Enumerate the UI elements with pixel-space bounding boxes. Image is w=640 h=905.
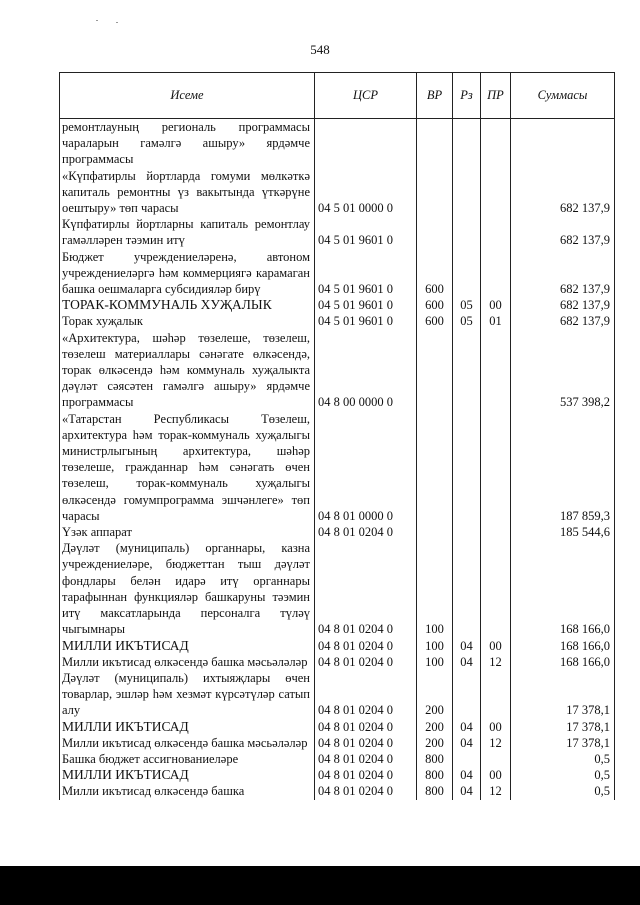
cell-pr bbox=[481, 119, 511, 168]
cell-name: МИЛЛИ ИКЪТИСАД bbox=[60, 638, 315, 654]
scan-speck bbox=[96, 20, 98, 21]
cell-rz: 05 bbox=[453, 297, 481, 313]
cell-csr: 04 5 01 9601 0 bbox=[315, 249, 417, 298]
table-row bbox=[60, 751, 615, 767]
table-row bbox=[60, 313, 615, 329]
cell-name: Күпфатирлы йортларны капиталь ремонтлау гамәлләрен тәэмин итү bbox=[60, 216, 315, 248]
cell-amount: 168 166,0 bbox=[511, 638, 615, 654]
cell-pr bbox=[481, 330, 511, 411]
cell-rz bbox=[453, 119, 481, 168]
table-row bbox=[60, 719, 615, 735]
cell-name: Бюджет учреждениеләренә, автоном учреждениеләргә һәм коммерциягә карамаган башка оешмаларга субсидияләр бирү bbox=[60, 249, 315, 298]
cell-amount bbox=[511, 119, 615, 168]
cell-rz bbox=[453, 249, 481, 298]
cell-amount: 682 137,9 bbox=[511, 249, 615, 298]
cell-vr: 200 bbox=[417, 735, 453, 751]
table-body bbox=[60, 119, 615, 800]
cell-csr: 04 5 01 9601 0 bbox=[315, 216, 417, 248]
cell-csr: 04 8 01 0204 0 bbox=[315, 719, 417, 735]
cell-pr bbox=[481, 411, 511, 524]
cell-vr: 100 bbox=[417, 540, 453, 637]
cell-vr: 600 bbox=[417, 249, 453, 298]
table-row bbox=[60, 735, 615, 751]
cell-amount: 17 378,1 bbox=[511, 735, 615, 751]
cell-pr bbox=[481, 751, 511, 767]
cell-rz bbox=[453, 751, 481, 767]
cell-rz: 04 bbox=[453, 783, 481, 799]
cell-name: Дәүләт (муниципаль) органнары, казна учреждениеләре, бюджеттан тыш дәүләт фондлары белән идарә итү органнары тарафыннан функцияләр башкаруны тәэмин итү максатларында персоналга түләү чыгымнары bbox=[60, 540, 315, 637]
cell-name: МИЛЛИ ИКЪТИСАД bbox=[60, 719, 315, 735]
table-row bbox=[60, 330, 615, 411]
cell-pr: 01 bbox=[481, 313, 511, 329]
cell-rz bbox=[453, 411, 481, 524]
cell-csr: 04 8 01 0204 0 bbox=[315, 783, 417, 799]
cell-vr bbox=[417, 330, 453, 411]
cell-rz bbox=[453, 330, 481, 411]
cell-name: Милли икътисад өлкәсендә башка bbox=[60, 783, 315, 799]
cell-pr: 12 bbox=[481, 654, 511, 670]
header-name: Исеме bbox=[60, 73, 315, 119]
cell-vr: 600 bbox=[417, 313, 453, 329]
cell-rz bbox=[453, 670, 481, 719]
cell-csr: 04 8 01 0204 0 bbox=[315, 735, 417, 751]
cell-vr: 200 bbox=[417, 719, 453, 735]
header-rz: Рз bbox=[453, 73, 481, 119]
table-header bbox=[60, 73, 615, 119]
cell-csr: 04 8 00 0000 0 bbox=[315, 330, 417, 411]
table-row bbox=[60, 297, 615, 313]
cell-vr: 800 bbox=[417, 767, 453, 783]
cell-name: Үзәк аппарат bbox=[60, 524, 315, 540]
cell-vr bbox=[417, 216, 453, 248]
cell-rz: 04 bbox=[453, 638, 481, 654]
table-row bbox=[60, 168, 615, 217]
table-row bbox=[60, 524, 615, 540]
cell-amount: 0,5 bbox=[511, 767, 615, 783]
cell-rz bbox=[453, 168, 481, 217]
cell-rz: 05 bbox=[453, 313, 481, 329]
cell-name: «Татарстан Республикасы Төзелеш, архитектура һәм торак-коммуналь хуҗалыгы министрлыгының архитектура, шәһәр төзелеше, гражданнар һәм сәнәгать өчен төзелеш, торак-коммуналь хуҗалыгы өлкәсендә гомумпрограмма эшчәнлеге» төп чарасы bbox=[60, 411, 315, 524]
cell-csr: 04 8 01 0204 0 bbox=[315, 751, 417, 767]
cell-pr: 00 bbox=[481, 297, 511, 313]
cell-amount: 168 166,0 bbox=[511, 654, 615, 670]
cell-vr: 800 bbox=[417, 783, 453, 799]
cell-amount: 0,5 bbox=[511, 751, 615, 767]
table-row bbox=[60, 249, 615, 298]
cell-name: ТОРАК-КОММУНАЛЬ ХУҖАЛЫК bbox=[60, 297, 315, 313]
cell-pr bbox=[481, 540, 511, 637]
cell-pr: 00 bbox=[481, 638, 511, 654]
cell-rz bbox=[453, 524, 481, 540]
cell-pr bbox=[481, 168, 511, 217]
page-number: 548 bbox=[310, 42, 330, 57]
cell-rz bbox=[453, 540, 481, 637]
table-row bbox=[60, 216, 615, 248]
cell-vr: 100 bbox=[417, 654, 453, 670]
cell-amount: 537 398,2 bbox=[511, 330, 615, 411]
cell-vr bbox=[417, 524, 453, 540]
cell-pr bbox=[481, 524, 511, 540]
cell-csr: 04 8 01 0204 0 bbox=[315, 767, 417, 783]
cell-csr bbox=[315, 119, 417, 168]
cell-amount: 168 166,0 bbox=[511, 540, 615, 637]
cell-amount: 17 378,1 bbox=[511, 670, 615, 719]
table-row bbox=[60, 411, 615, 524]
cell-amount: 0,5 bbox=[511, 783, 615, 799]
cell-vr bbox=[417, 411, 453, 524]
cell-amount: 682 137,9 bbox=[511, 216, 615, 248]
table-row bbox=[60, 654, 615, 670]
cell-rz: 04 bbox=[453, 735, 481, 751]
table-row bbox=[60, 767, 615, 783]
cell-name: «Күпфатирлы йортларда гомуми мөлкәткә капиталь ремонтны үз вакытында үткәрүне оештыру» төп чарасы bbox=[60, 168, 315, 217]
cell-amount: 682 137,9 bbox=[511, 297, 615, 313]
cell-pr: 00 bbox=[481, 719, 511, 735]
cell-vr bbox=[417, 168, 453, 217]
cell-csr: 04 5 01 9601 0 bbox=[315, 297, 417, 313]
cell-amount: 682 137,9 bbox=[511, 168, 615, 217]
cell-name: МИЛЛИ ИКЪТИСАД bbox=[60, 767, 315, 783]
cell-name: Милли икътисад өлкәсендә башка мәсьәләләр bbox=[60, 654, 315, 670]
cell-csr: 04 8 01 0204 0 bbox=[315, 524, 417, 540]
cell-rz: 04 bbox=[453, 654, 481, 670]
cell-pr bbox=[481, 216, 511, 248]
cell-csr: 04 8 01 0000 0 bbox=[315, 411, 417, 524]
cell-amount: 682 137,9 bbox=[511, 313, 615, 329]
table-row bbox=[60, 119, 615, 168]
cell-name: Дәүләт (муниципаль) ихтыяҗлары өчен товарлар, эшләр һәм хезмәт күрсәтүләр сатып алу bbox=[60, 670, 315, 719]
cell-pr bbox=[481, 249, 511, 298]
cell-rz bbox=[453, 216, 481, 248]
cell-name: «Архитектура, шәһәр төзелеше, төзелеш, төзелеш материаллары сәнәгате өлкәсендә, торак өлкәсендә һәм коммуналь хуҗалыкта дәүләт сәясәтен гамәлгә ашыру» ярдәмче программасы bbox=[60, 330, 315, 411]
table-row bbox=[60, 670, 615, 719]
cell-name: Торак хуҗалык bbox=[60, 313, 315, 329]
cell-csr: 04 8 01 0204 0 bbox=[315, 540, 417, 637]
scan-speck bbox=[116, 22, 118, 23]
header-csr: ЦСР bbox=[315, 73, 417, 119]
cell-rz: 04 bbox=[453, 767, 481, 783]
cell-rz: 04 bbox=[453, 719, 481, 735]
table-row bbox=[60, 540, 615, 637]
table-row bbox=[60, 638, 615, 654]
budget-table bbox=[59, 72, 615, 800]
cell-name: ремонтлауның региональ программасы чараларын гамәлгә ашыру» ярдәмче программасы bbox=[60, 119, 315, 168]
cell-vr: 200 bbox=[417, 670, 453, 719]
scan-border bbox=[0, 866, 640, 905]
cell-csr: 04 5 01 9601 0 bbox=[315, 313, 417, 329]
cell-pr: 12 bbox=[481, 783, 511, 799]
cell-pr bbox=[481, 670, 511, 719]
cell-vr bbox=[417, 119, 453, 168]
cell-csr: 04 8 01 0204 0 bbox=[315, 638, 417, 654]
cell-name: Милли икътисад өлкәсендә башка мәсьәләләр bbox=[60, 735, 315, 751]
cell-name: Башка бюджет ассигнованиеләре bbox=[60, 751, 315, 767]
cell-vr: 800 bbox=[417, 751, 453, 767]
header-amount: Суммасы bbox=[511, 73, 615, 119]
cell-vr: 100 bbox=[417, 638, 453, 654]
header-vr: ВР bbox=[417, 73, 453, 119]
cell-pr: 12 bbox=[481, 735, 511, 751]
cell-amount: 17 378,1 bbox=[511, 719, 615, 735]
cell-csr: 04 8 01 0204 0 bbox=[315, 654, 417, 670]
cell-vr: 600 bbox=[417, 297, 453, 313]
header-pr: ПР bbox=[481, 73, 511, 119]
table-row bbox=[60, 783, 615, 799]
cell-csr: 04 8 01 0204 0 bbox=[315, 670, 417, 719]
cell-amount: 187 859,3 bbox=[511, 411, 615, 524]
cell-csr: 04 5 01 0000 0 bbox=[315, 168, 417, 217]
cell-pr: 00 bbox=[481, 767, 511, 783]
cell-amount: 185 544,6 bbox=[511, 524, 615, 540]
